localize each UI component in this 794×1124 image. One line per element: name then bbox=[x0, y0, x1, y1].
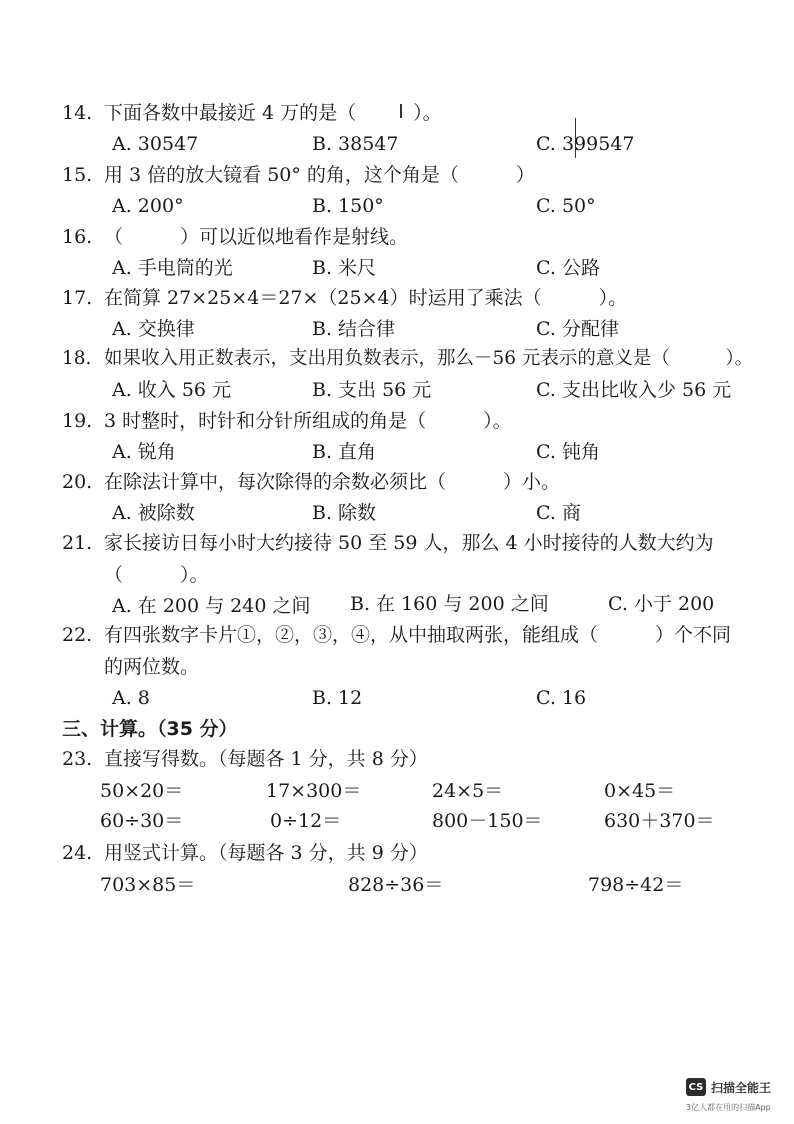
option-c: C. 钝角 bbox=[536, 441, 600, 463]
calc-item: 703×85＝ bbox=[100, 874, 196, 896]
calc-item: 0÷12＝ bbox=[270, 810, 342, 832]
question-16 bbox=[62, 224, 408, 250]
calc-item: 17×300＝ bbox=[266, 780, 362, 802]
question-number: 21. bbox=[62, 532, 93, 554]
option-c: C. 公路 bbox=[536, 257, 600, 279]
option-b: B. 直角 bbox=[312, 441, 377, 463]
option-b: B. 米尺 bbox=[312, 257, 377, 279]
question-20 bbox=[62, 469, 560, 495]
question-number: 24. bbox=[62, 842, 93, 864]
question-text: 下面各数中最接近 4 万的是（ ）。 bbox=[104, 102, 442, 124]
question-text: 3 时整时，时针和分针所组成的角是（ ）。 bbox=[104, 410, 512, 432]
option-c: C. 支出比收入少 56 元 bbox=[536, 379, 732, 401]
question-22 bbox=[62, 622, 731, 648]
question-24 bbox=[62, 840, 428, 866]
question-number: 16. bbox=[62, 226, 93, 248]
calc-item: 24×5＝ bbox=[432, 780, 504, 802]
question-18 bbox=[62, 346, 753, 372]
calc-item: 60÷30＝ bbox=[100, 810, 184, 832]
question-text: 有四张数字卡片①，②，③，④，从中抽取两张，能组成（ ）个不同 bbox=[104, 624, 732, 646]
option-c: C. 商 bbox=[536, 502, 581, 524]
section-title: 三、计算。（35 分） bbox=[62, 718, 238, 740]
question-number: 19. bbox=[62, 410, 93, 432]
question-text: 在简算 27×25×4＝27×（25×4）时运用了乘法（ ）。 bbox=[104, 287, 628, 309]
question-text-continued: （ ）。 bbox=[104, 564, 209, 586]
question-text: 如果收入用正数表示，支出用负数表示，那么－56 元表示的意义是（ ）。 bbox=[104, 348, 754, 369]
question-number: 22. bbox=[62, 624, 93, 646]
option-c: C. 分配律 bbox=[536, 318, 619, 340]
option-b: B. 支出 56 元 bbox=[312, 379, 432, 401]
option-b: B. 除数 bbox=[312, 502, 377, 524]
calc-item: 630＋370＝ bbox=[604, 810, 715, 832]
option-a: A. 30547 bbox=[112, 133, 199, 155]
question-number: 14. bbox=[62, 102, 93, 124]
calc-item: 0×45＝ bbox=[604, 780, 676, 802]
calc-item: 798÷42＝ bbox=[588, 874, 684, 896]
option-c: C. 399547 bbox=[536, 133, 635, 155]
scanner-logo bbox=[686, 1078, 771, 1096]
logo-name: 扫描全能王 bbox=[711, 1080, 772, 1095]
question-text: 用竖式计算。（每题各 3 分，共 9 分） bbox=[104, 842, 428, 864]
option-b: B. 结合律 bbox=[312, 318, 396, 340]
calc-item: 800－150＝ bbox=[432, 810, 543, 832]
option-c: C. 16 bbox=[536, 687, 587, 709]
option-c: C. 小于 200 bbox=[608, 593, 715, 615]
question-text-continued: 的两位数。 bbox=[104, 656, 200, 678]
option-b: B. 150° bbox=[312, 195, 384, 217]
question-number: 15. bbox=[62, 164, 93, 186]
question-number: 18. bbox=[62, 348, 92, 369]
stray-mark bbox=[400, 104, 402, 118]
question-21 bbox=[62, 530, 714, 556]
logo-tagline: 3亿人都在用的扫描App bbox=[686, 1103, 771, 1112]
question-14 bbox=[62, 100, 442, 126]
question-15 bbox=[62, 162, 535, 188]
option-a: A. 收入 56 元 bbox=[112, 379, 232, 401]
question-number: 20. bbox=[62, 471, 93, 493]
cs-logo-icon: CS bbox=[686, 1078, 706, 1096]
question-text: （ ）可以近似地看作是射线。 bbox=[104, 226, 409, 248]
question-text: 在除法计算中，每次除得的余数必须比（ ）小。 bbox=[104, 471, 561, 493]
calc-item: 828÷36＝ bbox=[348, 874, 444, 896]
option-b: B. 12 bbox=[312, 687, 363, 709]
question-text: 用 3 倍的放大镜看 50° 的角，这个角是（ ） bbox=[104, 164, 535, 186]
question-17 bbox=[62, 285, 627, 311]
question-text: 直接写得数。（每题各 1 分，共 8 分） bbox=[104, 748, 428, 770]
question-number: 17. bbox=[62, 287, 93, 309]
question-19 bbox=[62, 408, 512, 434]
calc-item: 50×20＝ bbox=[100, 780, 184, 802]
option-a: A. 交换律 bbox=[112, 318, 195, 340]
stray-mark bbox=[575, 118, 576, 158]
option-a: A. 在 200 与 240 之间 bbox=[112, 595, 311, 617]
option-c: C. 50° bbox=[536, 195, 596, 217]
option-a: A. 200° bbox=[112, 195, 184, 217]
option-a: A. 手电筒的光 bbox=[112, 257, 233, 279]
option-a: A. 被除数 bbox=[112, 502, 195, 524]
question-number: 23. bbox=[62, 748, 93, 770]
option-b: B. 38547 bbox=[312, 133, 399, 155]
question-23 bbox=[62, 746, 428, 772]
option-b: B. 在 160 与 200 之间 bbox=[350, 593, 549, 615]
question-text: 家长接访日每小时大约接待 50 至 59 人，那么 4 小时接待的人数大约为 bbox=[104, 532, 714, 554]
option-a: A. 锐角 bbox=[112, 441, 176, 463]
option-a: A. 8 bbox=[112, 687, 150, 709]
